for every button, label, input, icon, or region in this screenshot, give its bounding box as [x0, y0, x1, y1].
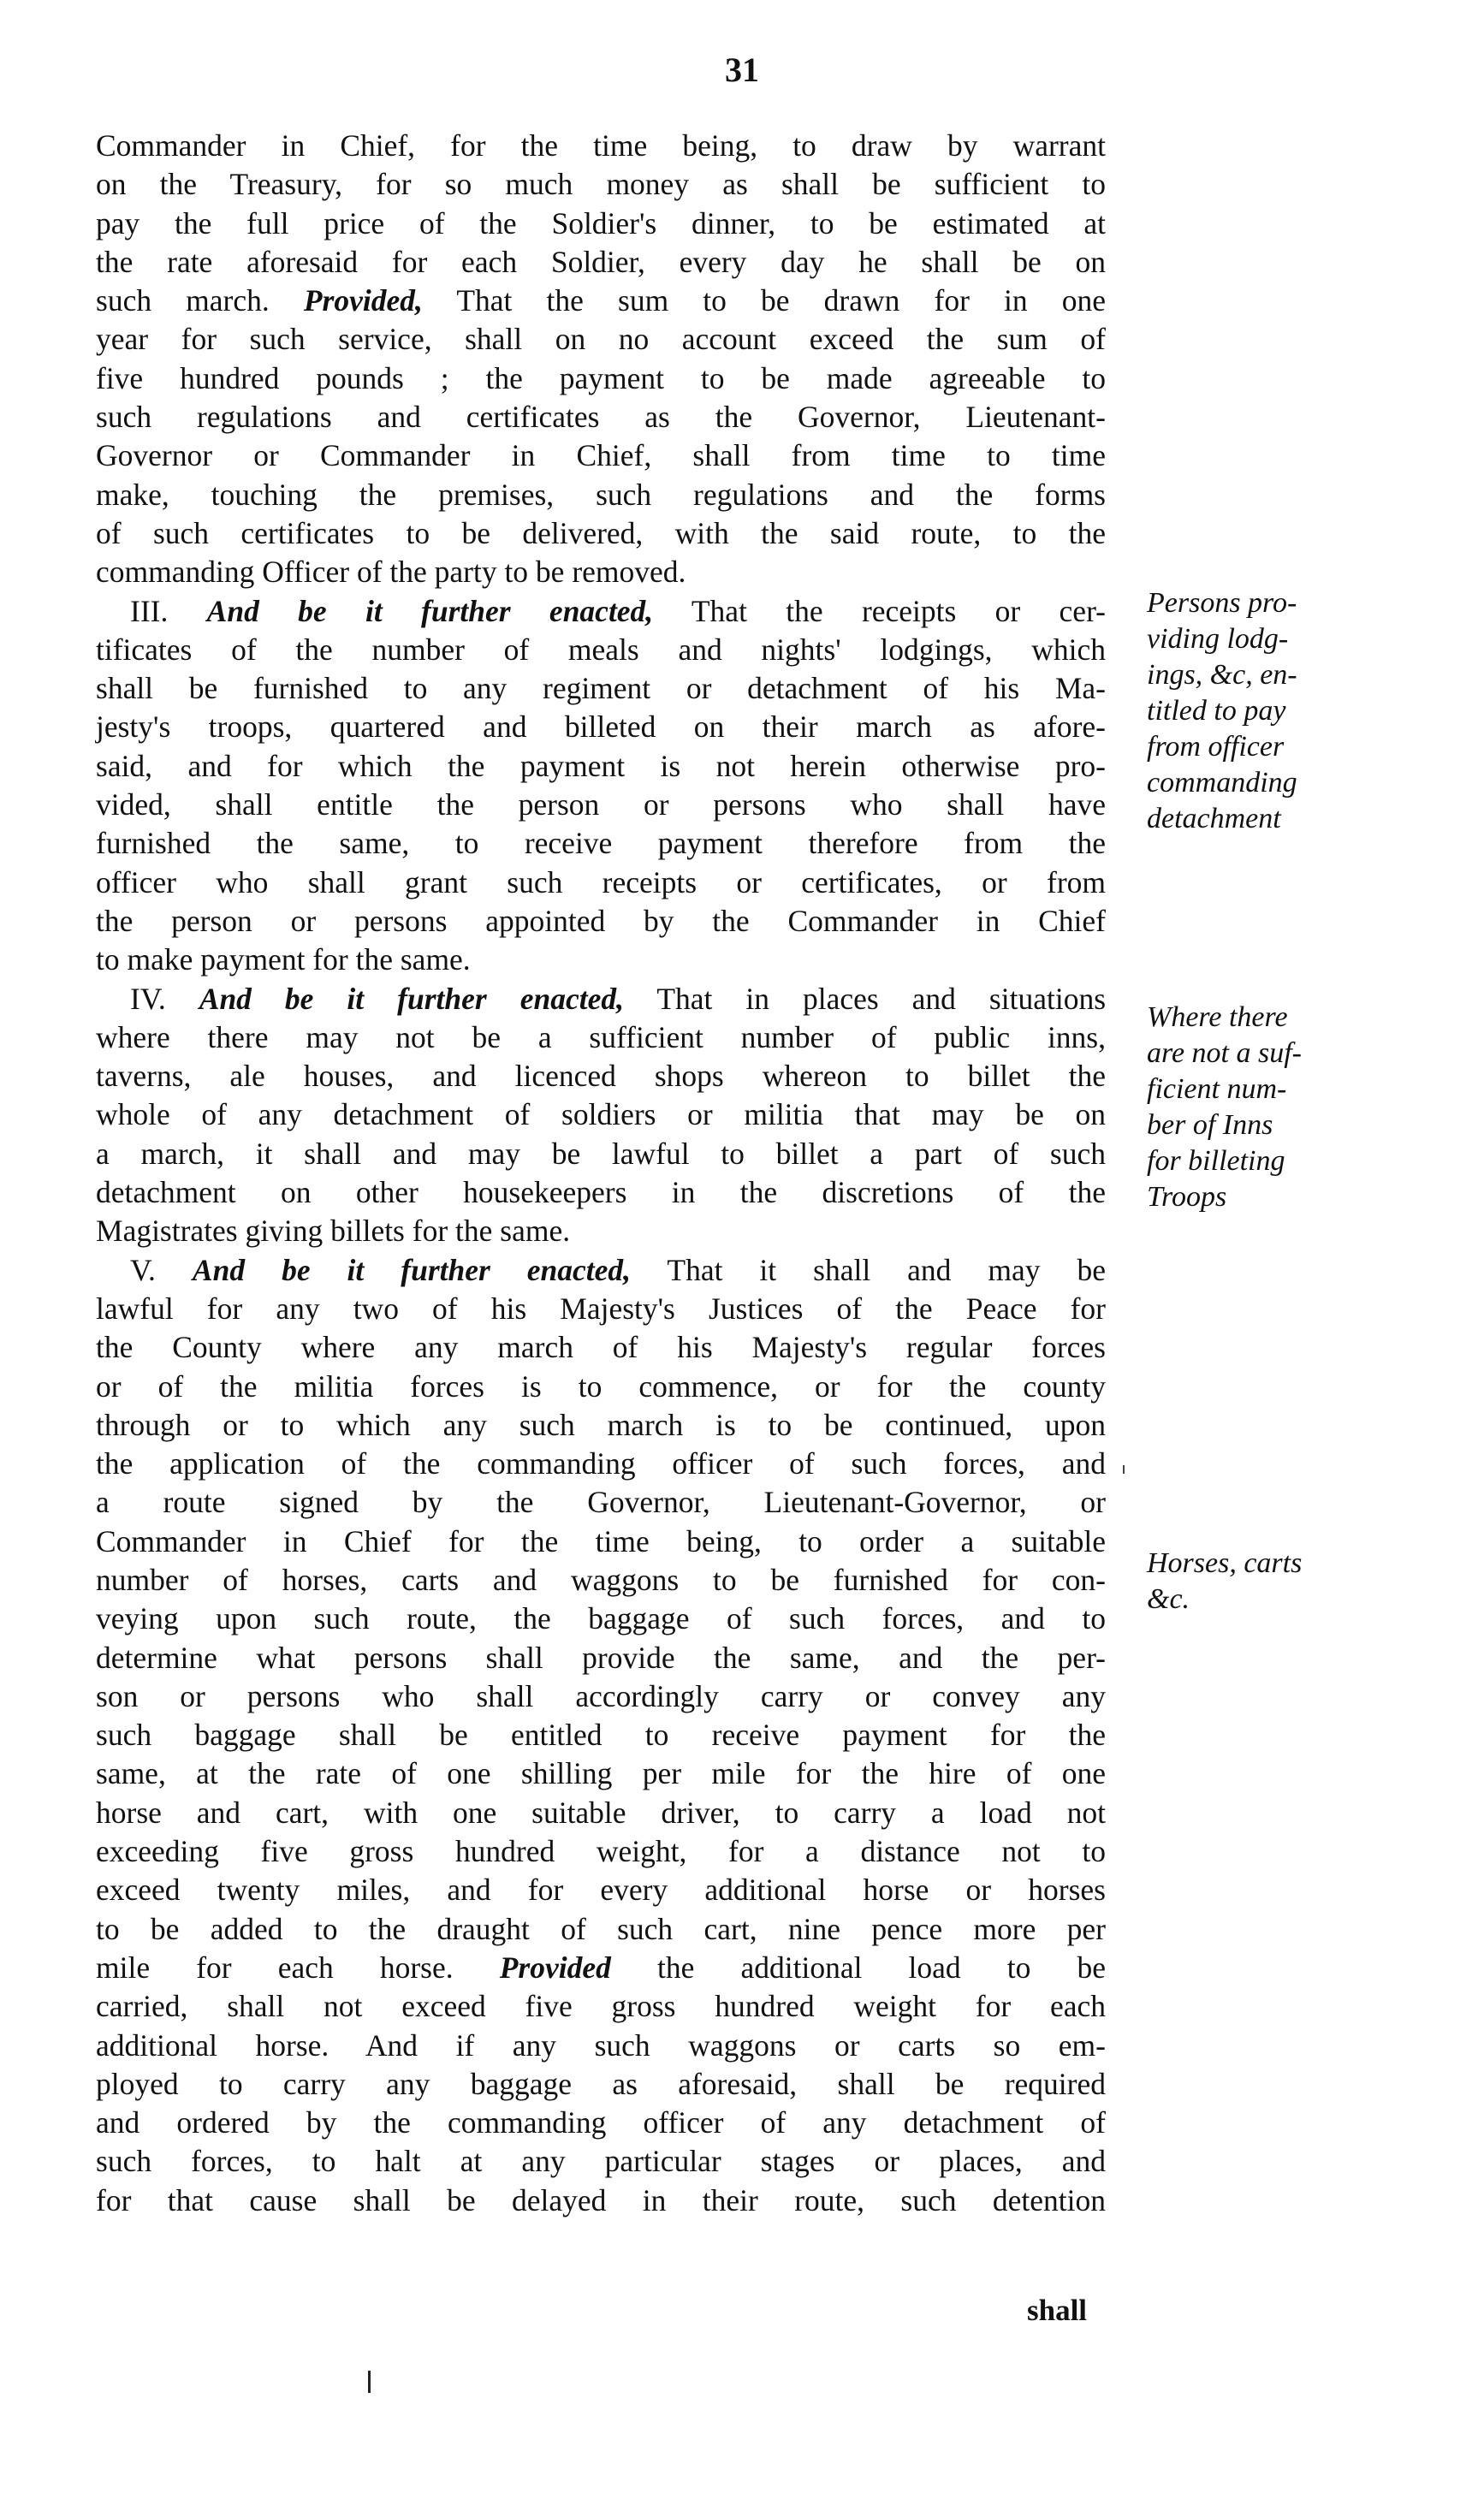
text-line: carried, shall not exceed five gross hundred weight for each — [96, 1989, 1106, 2024]
text-line: Commander in Chief, for the time being, to draw by warrant — [96, 128, 1106, 163]
text-line: commanding Officer of the party to be removed. — [96, 555, 686, 590]
text-line: Governor or Commander in Chief, shall from time to time — [96, 438, 1106, 473]
text-line: for that cause shall be delayed in their route, such detention — [96, 2182, 1106, 2217]
text-line: taverns, ale houses, and licenced shops whereon to billet the — [96, 1059, 1106, 1094]
text-line: a march, it shall and may be lawful to billet a part of such — [96, 1136, 1106, 1171]
text-line: vided, shall entitle the person or persons who shall have — [96, 787, 1106, 822]
text-line: such baggage shall be entitled to receive payment for the — [96, 1718, 1106, 1753]
text-line: said, and for which the payment is not herein otherwise pro- — [96, 748, 1106, 783]
text-line — [96, 980, 1106, 1018]
margin-note-line: from officer — [1147, 731, 1285, 763]
page-number: 31 — [725, 50, 759, 89]
line-segment: III. — [130, 593, 207, 628]
text-line: determine what persons shall provide the same, and the per- — [96, 1640, 1106, 1675]
text-line: year for such service, shall on no account exceed the sum of — [96, 322, 1106, 357]
text-line: exceed twenty miles, and for every additional horse or horses — [96, 1873, 1106, 1908]
catchword: shall — [1027, 2294, 1088, 2327]
text-line — [96, 592, 1106, 631]
text-line — [96, 1251, 1106, 1290]
margin-note-line: ficient num- — [1147, 1073, 1287, 1105]
margin-note-line: Where there — [1147, 1001, 1288, 1033]
margin-note-horses-carts — [1147, 1546, 1404, 1618]
text-line: veying upon such route, the baggage of such forces, and to — [96, 1601, 1106, 1636]
line-segment: That in places and situations — [623, 981, 1107, 1016]
text-line — [96, 282, 1106, 320]
text-line: the County where any march of his Majesty's regular forces — [96, 1330, 1106, 1365]
margin-note-line: for billeting — [1147, 1145, 1285, 1177]
text-line: number of horses, carts and waggons to be furnished for con- — [96, 1562, 1106, 1597]
line-segment: That it shall and may be — [631, 1252, 1107, 1287]
text-line: the application of the commanding officer of such forces, and — [96, 1446, 1106, 1481]
text-line — [96, 1949, 1106, 1987]
margin-note-line: Horses, carts — [1147, 1547, 1303, 1579]
text-line: the person or persons appointed by the Commander in Chief — [96, 903, 1106, 938]
text-line: to make payment for the same. — [96, 942, 471, 977]
margin-note-line: commanding — [1147, 767, 1297, 798]
text-line: officer who shall grant such receipts or certificates, or from — [96, 864, 1106, 899]
text-line: five hundred pounds ; the payment to be made agreeable to — [96, 360, 1106, 395]
line-segment: That the receipts or cer- — [653, 593, 1106, 628]
text-line: lawful for any two of his Majesty's Justices of the Peace for — [96, 1291, 1106, 1326]
text-line: such forces, to halt at any particular stages or places, and — [96, 2144, 1106, 2179]
enacting-clause: And be it further enacted, — [192, 1252, 632, 1287]
line-segment: That the sum to be drawn for in one — [422, 283, 1106, 318]
stray-ink-mark — [1123, 1465, 1125, 1474]
text-line: the rate aforesaid for each Soldier, every day he shall be on — [96, 244, 1106, 279]
enacting-clause: And be it further enacted, — [206, 593, 654, 628]
line-segment: IV. — [130, 981, 199, 1016]
text-line: and ordered by the commanding officer of any detachment of — [96, 2105, 1106, 2140]
text-line: or of the militia forces is to commence, or for the county — [96, 1368, 1106, 1404]
margin-note-persons-providing-lodgings — [1147, 585, 1404, 837]
line-segment: such march. — [96, 283, 304, 318]
text-line: ployed to carry any baggage as aforesaid, shall be required — [96, 2066, 1106, 2101]
margin-note-line: Persons pro- — [1147, 587, 1297, 619]
enacting-clause: And be it further enacted, — [199, 981, 624, 1016]
line-segment: mile for each horse. — [96, 1950, 500, 1985]
text-line: same, at the rate of one shilling per mile for the hire of one — [96, 1756, 1106, 1791]
text-line: tificates of the number of meals and nights' lodgings, which — [96, 632, 1106, 667]
margin-note-line: &c. — [1147, 1583, 1190, 1615]
text-line: horse and cart, with one suitable driver, to carry a load not — [96, 1795, 1106, 1830]
text-line: to be added to the draught of such cart, nine pence more per — [96, 1911, 1106, 1946]
text-line: jesty's troops, quartered and billeted on their march as afore- — [96, 709, 1106, 745]
text-line: exceeding five gross hundred weight, for a distance not to — [96, 1834, 1106, 1869]
margin-note-insufficient-inns — [1147, 1000, 1404, 1215]
text-line: whole of any detachment of soldiers or militia that may be on — [96, 1097, 1106, 1132]
margin-note-line: detachment — [1147, 803, 1281, 834]
stray-ink-mark — [368, 2371, 371, 2393]
enacting-clause: Provided, — [303, 283, 423, 318]
line-segment: the additional load to be — [610, 1950, 1107, 1985]
text-line: where there may not be a sufficient number of public inns, — [96, 1019, 1106, 1054]
text-line: through or to which any such march is to be continued, upon — [96, 1407, 1106, 1442]
text-line: on the Treasury, for so much money as shall be sufficient to — [96, 167, 1106, 202]
margin-note-line: ings, &c, en- — [1147, 659, 1297, 691]
line-segment: V. — [130, 1252, 193, 1287]
margin-note-line: ber of Inns — [1147, 1109, 1273, 1141]
margin-note-line: titled to pay — [1147, 695, 1286, 727]
text-line: a route signed by the Governor, Lieutenant-Governor, or — [96, 1485, 1106, 1520]
text-line: furnished the same, to receive payment therefore from the — [96, 826, 1106, 861]
margin-note-line: Troops — [1147, 1181, 1227, 1213]
text-line: son or persons who shall accordingly carry or convey any — [96, 1678, 1106, 1713]
text-line: Commander in Chief for the time being, to order a suitable — [96, 1523, 1106, 1558]
text-line: detachment on other housekeepers in the discretions of the — [96, 1175, 1106, 1210]
text-line: of such certificates to be delivered, with the said route, to the — [96, 515, 1106, 550]
margin-note-line: viding lodg- — [1147, 623, 1289, 655]
text-line: pay the full price of the Soldier's dinner, to be estimated at — [96, 205, 1106, 240]
enacting-clause: Provided — [499, 1950, 611, 1985]
text-line: such regulations and certificates as the Governor, Lieutenant- — [96, 400, 1106, 435]
text-line: Magistrates giving billets for the same. — [96, 1214, 571, 1249]
text-line: make, touching the premises, such regulations and the forms — [96, 477, 1106, 512]
margin-note-line: are not a suf- — [1147, 1037, 1303, 1069]
body-text — [96, 127, 1106, 2220]
text-line: shall be furnished to any regiment or detachment of his Ma- — [96, 671, 1106, 706]
text-line: additional horse. And if any such waggons or carts so em- — [96, 2027, 1106, 2063]
